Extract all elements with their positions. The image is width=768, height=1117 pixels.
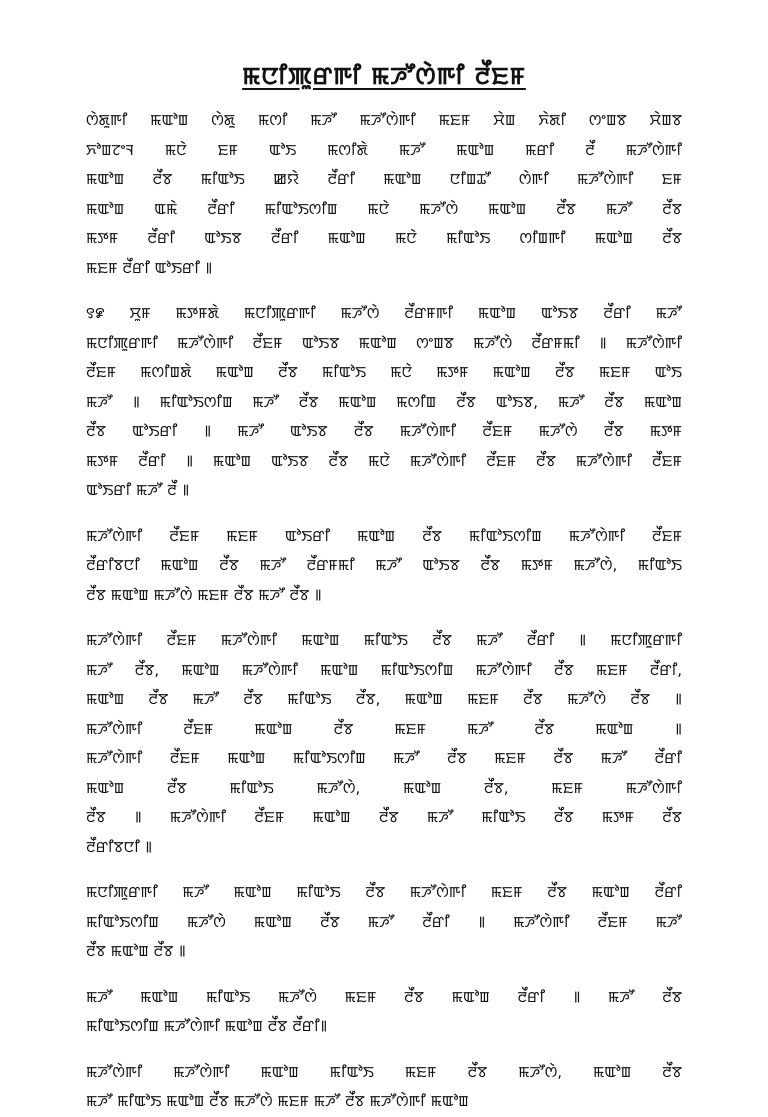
- text-line: ꯃꯇꯝ ꯂꯩꯔꯤ ꯫ ꯃꯑꯣꯡ ꯑꯣꯏꯕ ꯂꯩꯕ ꯃꯅꯥ ꯃꯍꯧꯁꯥꯒꯤ ꯂꯩꯐꯝ ꯂꯩꯕ ꯃꯍꯧꯁꯥꯒꯤ ꯂꯩꯐꯝ: [86, 451, 682, 470]
- text-line: ꯃꯍꯧ ꯫ ꯃꯤꯑꯣꯏꯁꯤꯡ ꯃꯍꯧ ꯂꯩꯕ ꯃꯑꯣꯡ ꯃꯁꯤꯡ ꯂꯩꯕ ꯑꯣꯏꯕ, ꯃꯍꯧ ꯂꯩꯕ ꯃꯑꯣꯡ: [86, 392, 682, 411]
- paragraph: [86, 626, 682, 862]
- text-line: ꯂꯩꯕ ꯑꯣꯏꯔꯤ ꯫ ꯃꯍꯧ ꯑꯣꯏꯕ ꯂꯩꯕ ꯃꯍꯧꯁꯥꯒꯤ ꯂꯩꯐꯝ ꯃꯍꯧꯁꯥ ꯂꯩꯕ ꯃꯇꯝ: [86, 422, 682, 440]
- text-line: ꯃꯇꯝ ꯂꯩꯔꯤ ꯑꯣꯏꯕ ꯂꯩꯔꯤ ꯃꯑꯣꯡ ꯃꯅꯥ ꯃꯤꯑꯣꯏ ꯁꯤꯡꯒꯤ ꯃꯑꯣꯡ ꯂꯩꯕ: [86, 229, 682, 247]
- page-title: ꯃꯅꯤꯄꯨꯔꯒꯤ ꯃꯍꯧꯁꯥꯒꯤ ꯂꯩꯐꯝ: [242, 62, 526, 90]
- text-line: ꯱꯹ ꯆꯨꯝ ꯃꯇꯝꯗꯥ ꯃꯅꯤꯄꯨꯔꯒꯤ ꯃꯍꯧꯁꯥ ꯂꯩꯔꯝꯒꯤ ꯃꯑꯣꯡ ꯑꯣꯏꯕ ꯂꯩꯔꯤ ꯃꯍꯧ: [86, 304, 682, 322]
- text-line: ꯃꯑꯣꯡ ꯂꯩꯕ ꯃꯍꯧ ꯂꯩꯕ ꯃꯤꯑꯣꯏ ꯂꯩꯕ, ꯃꯑꯣꯡ ꯃꯐꯝ ꯂꯩꯕ ꯃꯍꯧꯁꯥ ꯂꯩꯕ ꯫: [86, 690, 682, 708]
- paragraph: [86, 1058, 682, 1117]
- text-line: ꯃꯑꯣꯡ ꯂꯩꯕ ꯃꯤꯑꯣꯏ ꯀꯌꯥ ꯂꯩꯔꯤ ꯃꯑꯣꯡ ꯅꯤꯡꯊꯧ ꯁꯥꯒꯤ ꯃꯍꯧꯁꯥꯒꯤ ꯐꯝ: [86, 170, 682, 188]
- paragraph: [86, 878, 682, 967]
- paragraph: [86, 299, 682, 506]
- text-line: ꯂꯩꯔꯤꯕꯅꯤ ꯃꯑꯣꯡ ꯂꯩꯕ ꯃꯍꯧ ꯂꯩꯔꯝꯃꯤ ꯃꯍꯧ ꯑꯣꯏꯕ ꯂꯩꯕ ꯃꯇꯝ ꯃꯍꯧꯁꯥ, ꯃꯤꯑꯣꯏ: [86, 556, 682, 574]
- text-line: ꯃꯍꯧ ꯃꯤꯑꯣꯏ ꯃꯑꯣꯡ ꯂꯩꯕ ꯃꯍꯧꯁꯥ ꯃꯐꯝ ꯃꯍꯧ ꯂꯩꯕ ꯃꯍꯧꯁꯥꯒꯤ ꯃꯑꯣꯡ: [86, 1092, 469, 1110]
- text-line: ꯃꯍꯧꯁꯥꯒꯤ ꯂꯩꯐꯝ ꯃꯑꯣꯡ ꯃꯤꯑꯣꯏꯁꯤꯡ ꯃꯍꯧ ꯂꯩꯕ ꯃꯐꯝ ꯂꯩꯕ ꯃꯍꯧ ꯂꯩꯔꯤ: [86, 749, 682, 767]
- text-line: ꯃꯅꯤꯄꯨꯔꯒꯤ ꯃꯍꯧ ꯃꯑꯣꯡ ꯃꯤꯑꯣꯏ ꯂꯩꯕ ꯃꯍꯧꯁꯥꯒꯤ ꯃꯐꯝ ꯂꯩꯕ ꯃꯑꯣꯡ ꯂꯩꯔꯤ: [86, 883, 682, 901]
- text-line: ꯁꯥꯗꯨꯒꯤ ꯃꯑꯣꯡ ꯁꯥꯗꯨ ꯃꯁꯤ ꯃꯍꯧ ꯃꯍꯧꯁꯥꯒꯤ ꯃꯐꯝ ꯆꯥꯡ ꯈꯥꯗꯤ ꯁꯦꯡꯕ ꯆꯥꯡꯕ: [86, 111, 682, 129]
- text-line: ꯂꯩꯕ ꯃꯑꯣꯡ ꯂꯩꯕ ꯫: [86, 942, 186, 960]
- paragraph: [86, 522, 682, 611]
- text-line: ꯂꯩꯐꯝ ꯃꯁꯤꯡꯗꯥ ꯃꯑꯣꯡ ꯂꯩꯕ ꯃꯤꯑꯣꯏ ꯃꯅꯥ ꯃꯇꯝ ꯃꯑꯣꯡ ꯂꯩꯕ ꯃꯐꯝ ꯑꯣꯏ: [86, 363, 682, 381]
- text-line: ꯃꯍꯧ ꯂꯩꯕ, ꯃꯑꯣꯡ ꯃꯍꯧꯁꯥꯒꯤ ꯃꯑꯣꯡ ꯃꯤꯑꯣꯏꯁꯤꯡ ꯃꯍꯧꯁꯥꯒꯤ ꯂꯩꯕ ꯃꯐꯝ ꯂꯩꯔꯤ,: [86, 660, 682, 679]
- text-line: ꯃꯅꯤꯄꯨꯔꯒꯤ ꯃꯍꯧꯁꯥꯒꯤ ꯂꯩꯐꯝ ꯑꯣꯏꯕ ꯃꯑꯣꯡ ꯁꯦꯡꯕ ꯃꯍꯧꯁꯥ ꯂꯩꯔꯝꯃꯤ ꯫ ꯃꯍꯧꯁꯥꯒꯤ: [86, 333, 682, 352]
- document-body: [86, 106, 682, 1117]
- text-line: ꯈꯣꯡꯖꯦꯜ ꯃꯅꯥ ꯐꯝ ꯑꯣꯏ ꯃꯁꯤꯗꯥ ꯃꯍꯧ ꯃꯑꯣꯡ ꯃꯔꯤ ꯂꯩ ꯃꯍꯧꯁꯥꯒꯤ: [86, 140, 682, 159]
- text-line: ꯃꯑꯣꯡ ꯂꯩꯕ ꯃꯤꯑꯣꯏ ꯃꯍꯧꯁꯥ, ꯃꯑꯣꯡ ꯂꯩꯕ, ꯃꯐꯝ ꯃꯍꯧꯁꯥꯒꯤ: [86, 778, 682, 797]
- paragraph: [86, 983, 682, 1042]
- text-line: ꯃꯍꯧꯁꯥꯒꯤ ꯂꯩꯐꯝ ꯃꯐꯝ ꯑꯣꯏꯔꯤ ꯃꯑꯣꯡ ꯂꯩꯕ ꯃꯤꯑꯣꯏꯁꯤꯡ ꯃꯍꯧꯁꯥꯒꯤ ꯂꯩꯐꯝ: [86, 526, 682, 545]
- text-line: ꯂꯩꯕ ꯃꯑꯣꯡ ꯃꯍꯧꯁꯥ ꯃꯐꯝ ꯂꯩꯕ ꯃꯍꯧ ꯂꯩꯕ ꯫: [86, 585, 322, 604]
- text-line: ꯂꯩꯔꯤꯕꯅꯤ ꯫: [86, 837, 153, 856]
- text-line: ꯑꯣꯏꯔꯤ ꯃꯍꯧ ꯂꯩ ꯫: [86, 481, 190, 499]
- paragraph: [86, 106, 682, 283]
- text-line: ꯂꯩꯕ ꯫ ꯃꯍꯧꯁꯥꯒꯤ ꯂꯩꯐꯝ ꯃꯑꯣꯡ ꯂꯩꯕ ꯃꯍꯧ ꯃꯤꯑꯣꯏ ꯂꯩꯕ ꯃꯇꯝ ꯂꯩꯕ: [86, 808, 682, 826]
- text-line: ꯃꯍꯧꯁꯥꯒꯤ ꯂꯩꯐꯝ ꯃꯍꯧꯁꯥꯒꯤ ꯃꯑꯣꯡ ꯃꯤꯑꯣꯏ ꯂꯩꯕ ꯃꯍꯧ ꯂꯩꯔꯤ ꯫ ꯃꯅꯤꯄꯨꯔꯒꯤ: [86, 631, 682, 649]
- text-line: ꯃꯑꯣꯡ ꯑꯃꯥ ꯂꯩꯔꯤ ꯃꯤꯑꯣꯏꯁꯤꯡ ꯃꯅꯥ ꯃꯍꯧꯁꯥ ꯃꯑꯣꯡ ꯂꯩꯕ ꯃꯍꯧ ꯂꯩꯕ: [86, 199, 682, 218]
- text-line: ꯃꯍꯧ ꯃꯑꯣꯡ ꯃꯤꯑꯣꯏ ꯃꯍꯧꯁꯥ ꯃꯐꯝ ꯂꯩꯕ ꯃꯑꯣꯡ ꯂꯩꯔꯤ ꯫ ꯃꯍꯧ ꯂꯩꯕ: [86, 987, 682, 1006]
- text-line: ꯃꯤꯑꯣꯏꯁꯤꯡ ꯃꯍꯧꯁꯥꯒꯤ ꯃꯑꯣꯡ ꯂꯩꯕ ꯂꯩꯔꯤ꯫: [86, 1017, 328, 1035]
- text-line: ꯃꯐꯝ ꯂꯩꯔꯤ ꯑꯣꯏꯔꯤ ꯫: [86, 258, 213, 277]
- text-line: ꯃꯤꯑꯣꯏꯁꯤꯡ ꯃꯍꯧꯁꯥ ꯃꯑꯣꯡ ꯂꯩꯕ ꯃꯍꯧ ꯂꯩꯔꯤ ꯫ ꯃꯍꯧꯁꯥꯒꯤ ꯂꯩꯐꯝ ꯃꯍꯧ: [86, 912, 682, 931]
- text-line: ꯃꯍꯧꯁꯥꯒꯤ ꯃꯍꯧꯁꯥꯒꯤ ꯃꯑꯣꯡ ꯃꯤꯑꯣꯏ ꯃꯐꯝ ꯂꯩꯕ ꯃꯍꯧꯁꯥ, ꯃꯑꯣꯡ ꯂꯩꯕ: [86, 1062, 682, 1081]
- text-line: ꯃꯍꯧꯁꯥꯒꯤ ꯂꯩꯐꯝ ꯃꯑꯣꯡ ꯂꯩꯕ ꯃꯐꯝ ꯃꯍꯧ ꯂꯩꯕ ꯃꯑꯣꯡ ꯫: [86, 719, 682, 738]
